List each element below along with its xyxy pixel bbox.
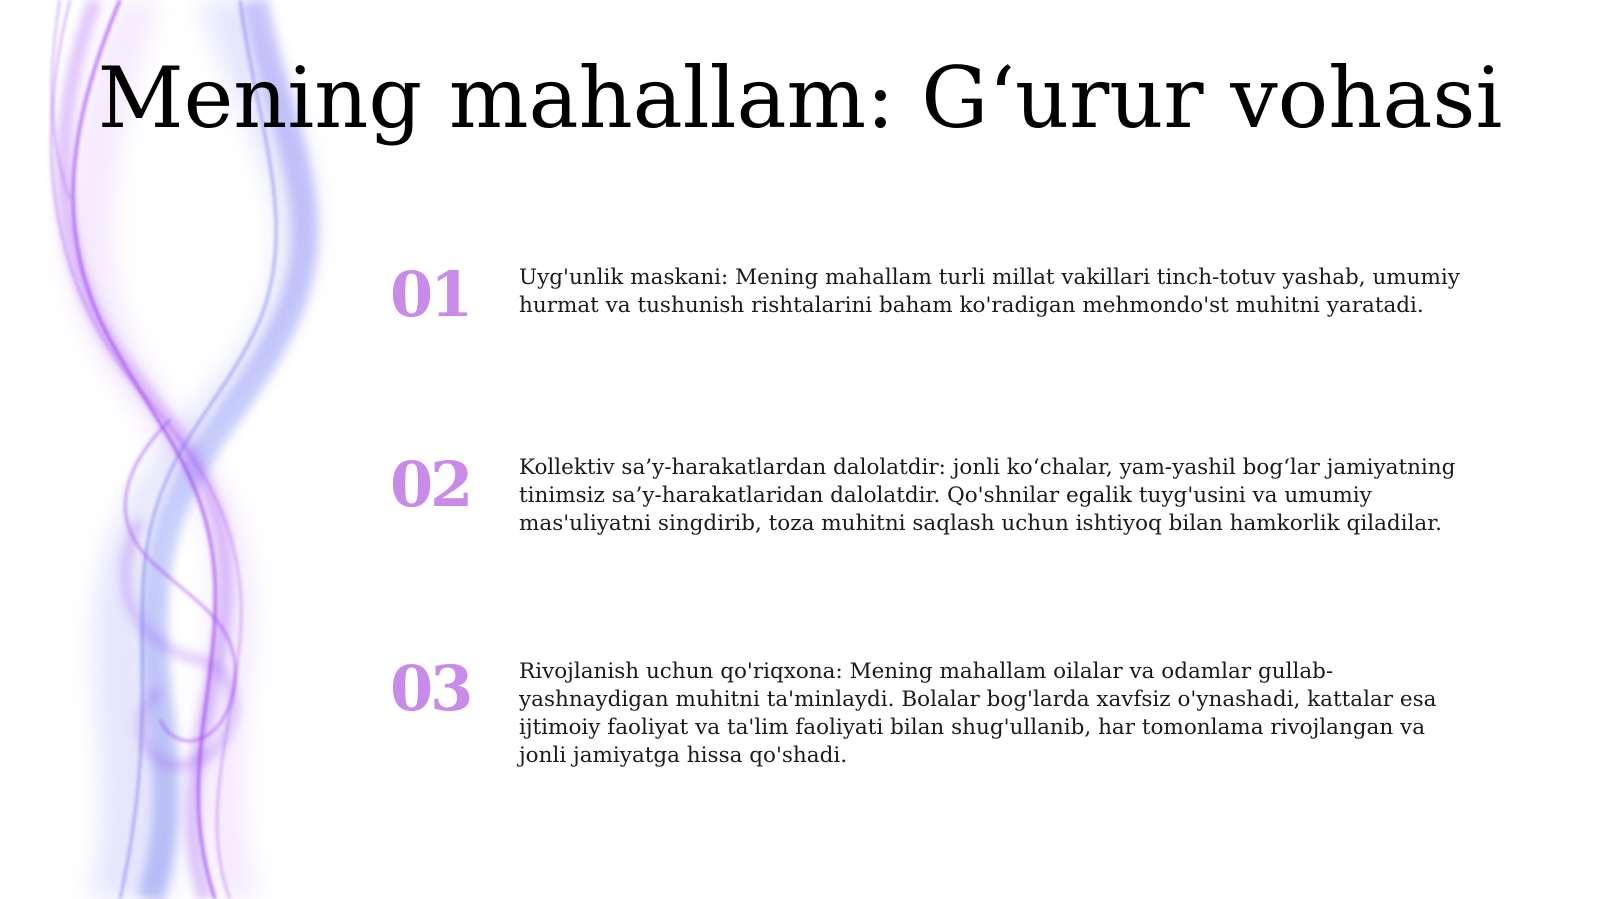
slide-title: Mening mahallam: G‘urur vohasi — [97, 49, 1503, 147]
item-text: Uyg'unlik maskani: Mening mahallam turli millat vakillari tinch-totuv yashab, umumiy hurmat va tushunish rishtalarini baham ko'radigan mehmondo'st muhitni yaratadi. — [519, 265, 1460, 318]
item-text: Kollektiv sa’y-harakatlardan dalolatdir: jonli ko‘chalar, yam-yashil bog‘lar jamiyatning tinimsiz sa’y-harakatlaridan dalolatdir. Qo'shnilar egalik tuyg'usini va umumiy mas'uliyatni singdirib, toza muhitni saqlash uchun ishtiyoq bilan hamkorlik qiladilar. — [519, 455, 1456, 536]
item-number: 01 — [390, 258, 471, 331]
item-text: Rivojlanish uchun qo'riqxona: Mening mahallam oilalar va odamlar gullab-yashnaydigan muhitni ta'minlaydi. Bolalar bog'larda xavfsiz o'ynashadi, kattalar esa ijtimoiy faoliyat va ta'lim faoliyati bilan shug'ullanib, har tomonlama rivojlangan va jonli jamiyatga hissa qo'shadi. — [519, 659, 1437, 768]
item-number: 03 — [390, 652, 471, 725]
item-number: 02 — [390, 448, 471, 521]
